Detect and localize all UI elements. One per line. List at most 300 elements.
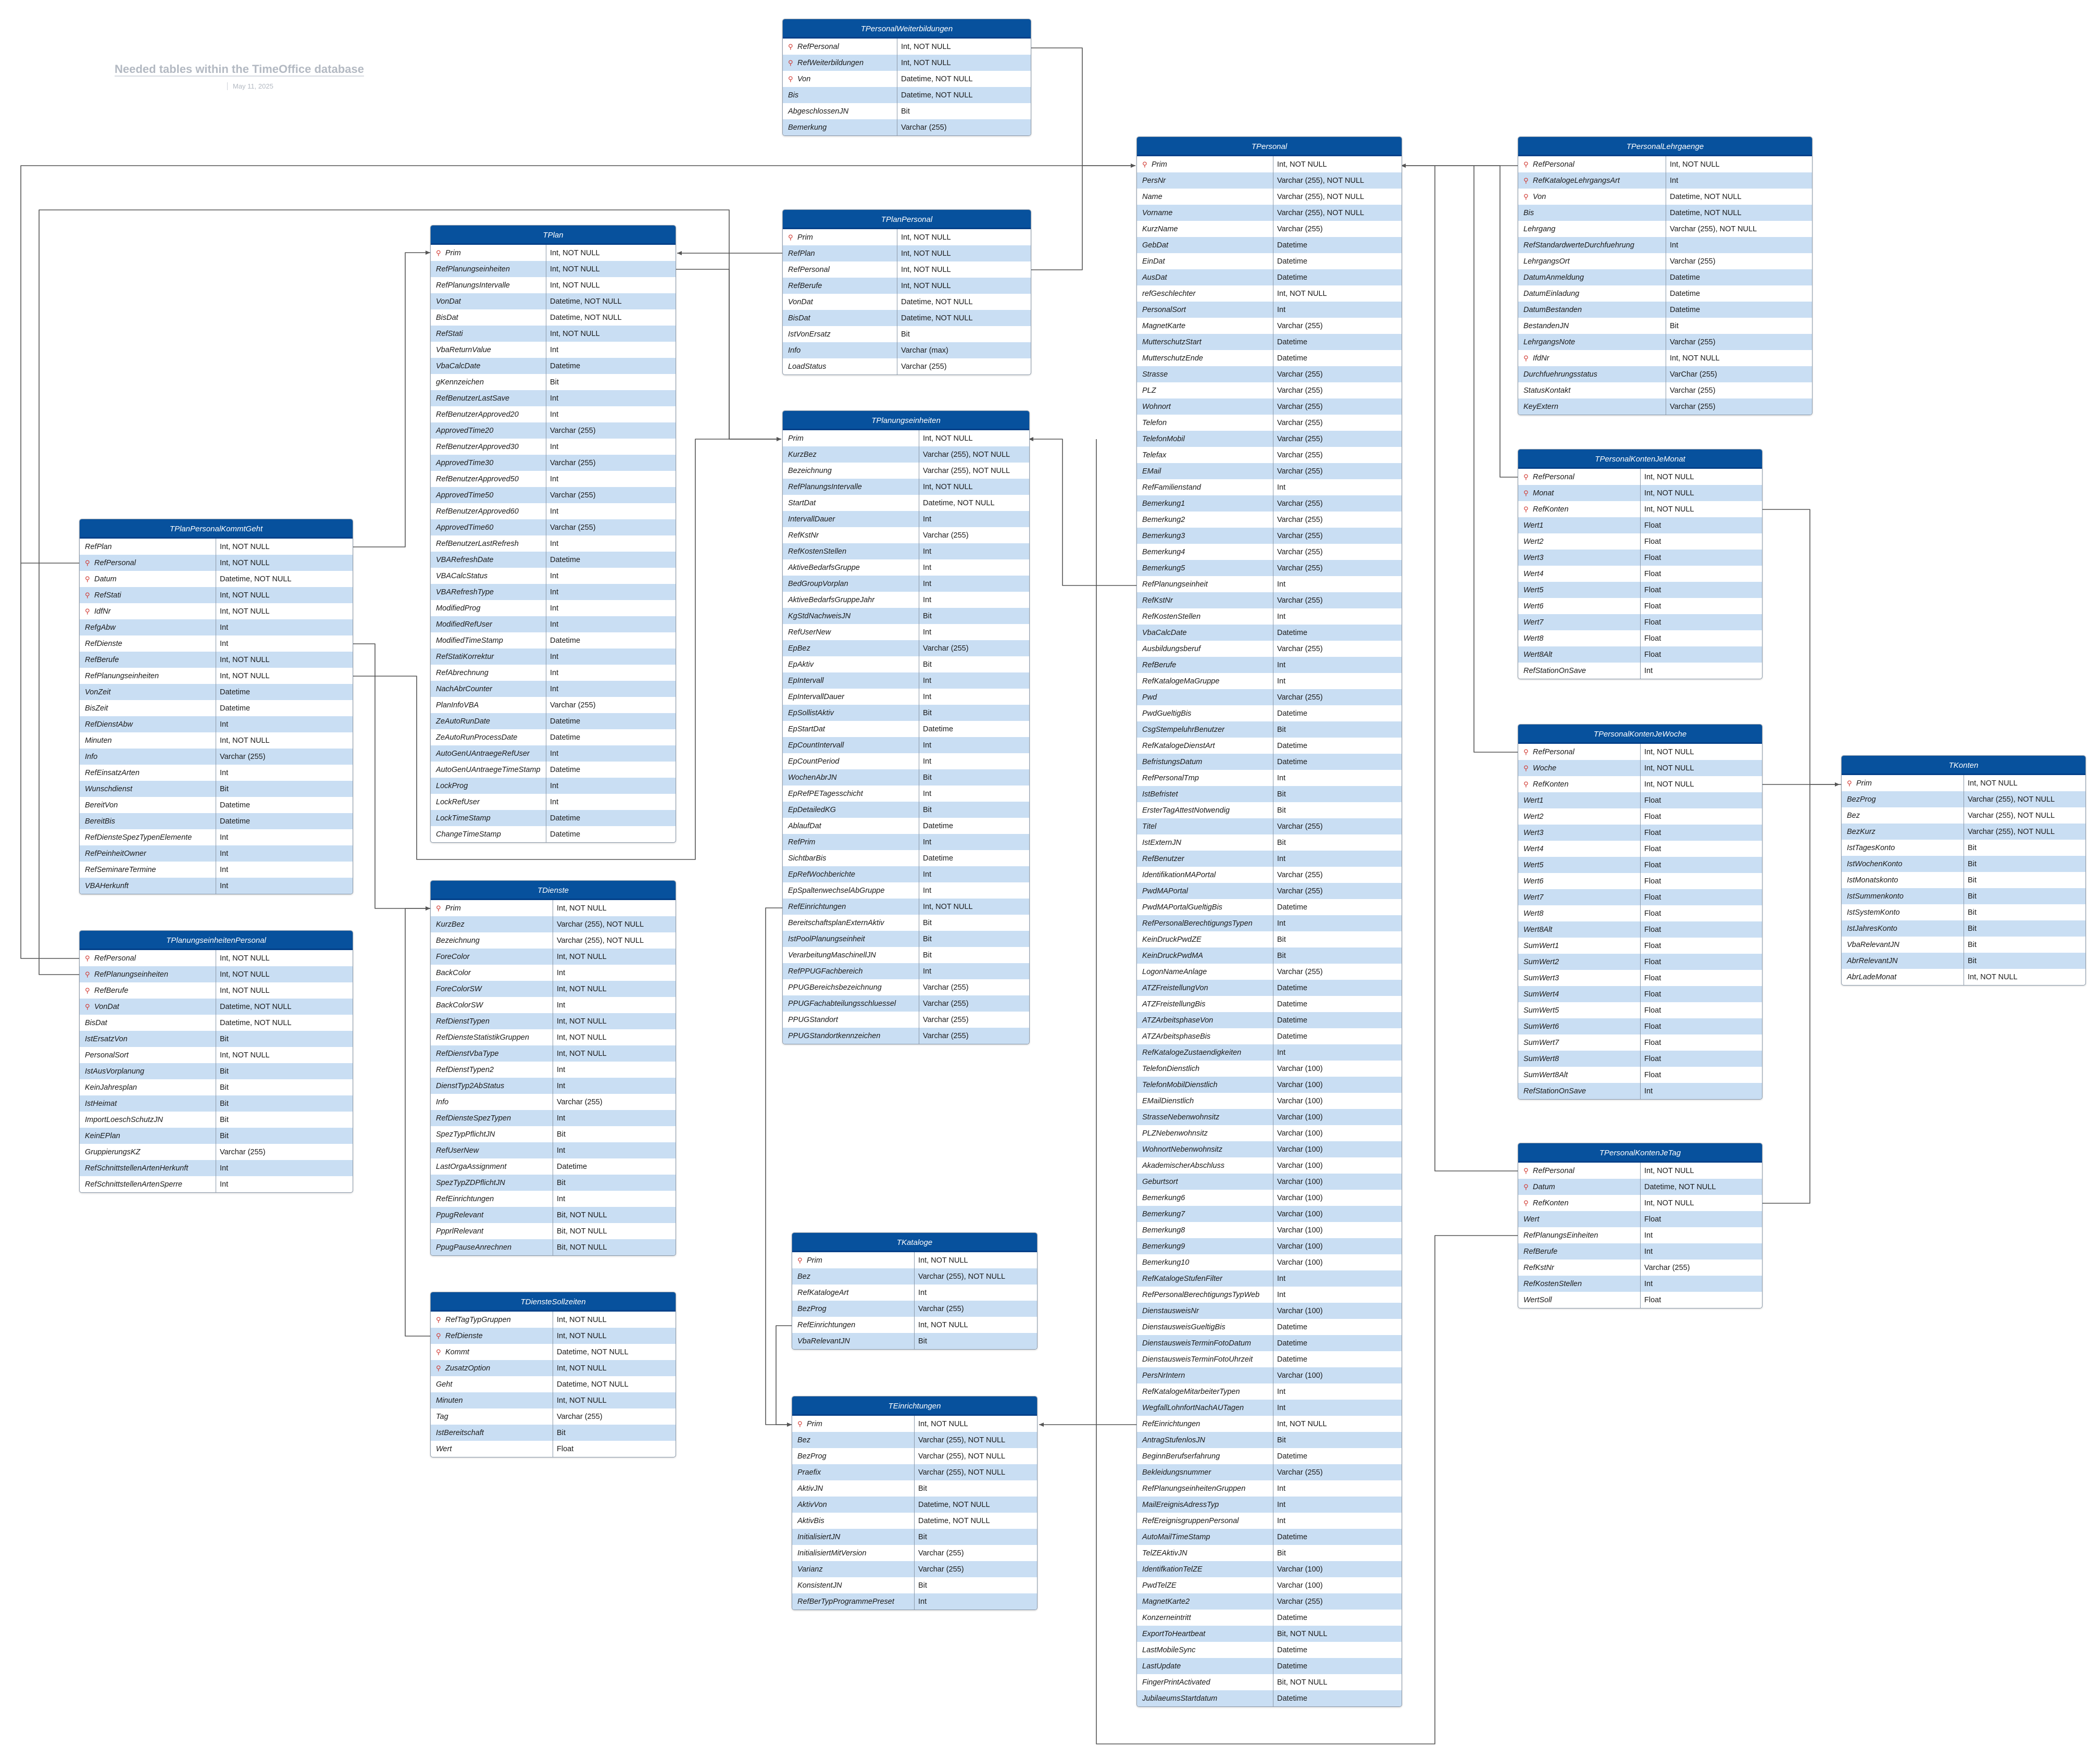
table-row[interactable] xyxy=(80,1128,353,1144)
table-row[interactable] xyxy=(1137,1626,1402,1642)
table-row[interactable] xyxy=(1137,738,1402,754)
table-row[interactable] xyxy=(1518,1083,1762,1099)
table-row[interactable] xyxy=(1137,883,1402,899)
table-row[interactable] xyxy=(80,1079,353,1095)
table-row[interactable] xyxy=(1137,382,1402,398)
table-row[interactable] xyxy=(783,786,1029,802)
table-row[interactable] xyxy=(1518,334,1812,350)
table-row[interactable] xyxy=(1137,1303,1402,1319)
table-row[interactable] xyxy=(783,310,1031,326)
table-row[interactable] xyxy=(1137,786,1402,802)
table-row[interactable] xyxy=(1137,1464,1402,1480)
table-row[interactable] xyxy=(783,769,1029,786)
table-row[interactable] xyxy=(80,829,353,845)
table-TPlanungseinheiten[interactable] xyxy=(782,410,1030,1044)
table-row[interactable] xyxy=(783,245,1031,261)
table-row[interactable] xyxy=(431,1013,676,1029)
table-header[interactable]: TKonten xyxy=(1842,756,2085,775)
table-row[interactable] xyxy=(1518,954,1762,970)
table-header[interactable]: TEinrichtungen xyxy=(792,1397,1037,1416)
table-row[interactable] xyxy=(431,1376,676,1392)
table-row[interactable] xyxy=(1137,1529,1402,1545)
table-header[interactable]: TPersonalWeiterbildungen xyxy=(783,19,1031,39)
table-row[interactable] xyxy=(1137,512,1402,528)
table-row[interactable] xyxy=(1518,172,1812,189)
table-row[interactable] xyxy=(1518,1195,1762,1211)
table-row[interactable] xyxy=(431,1110,676,1126)
table-row[interactable] xyxy=(783,899,1029,915)
table-row[interactable] xyxy=(1518,857,1762,873)
table-row[interactable] xyxy=(783,947,1029,963)
table-row[interactable] xyxy=(1137,1125,1402,1141)
table-row[interactable] xyxy=(792,1577,1037,1593)
table-row[interactable] xyxy=(1518,1067,1762,1083)
table-row[interactable] xyxy=(1137,705,1402,721)
table-row[interactable] xyxy=(783,342,1031,358)
table-row[interactable] xyxy=(1518,938,1762,954)
table-row[interactable] xyxy=(1842,807,2085,824)
table-row[interactable] xyxy=(1842,953,2085,969)
table-row[interactable] xyxy=(1137,1658,1402,1674)
table-row[interactable] xyxy=(783,543,1029,559)
table-row[interactable] xyxy=(431,665,676,681)
table-row[interactable] xyxy=(1518,382,1812,398)
table-row[interactable] xyxy=(1842,775,2085,791)
table-row[interactable] xyxy=(792,1317,1037,1333)
table-row[interactable] xyxy=(80,878,353,894)
table-row[interactable] xyxy=(1842,888,2085,904)
table-row[interactable] xyxy=(783,326,1031,342)
table-row[interactable] xyxy=(783,479,1029,495)
table-row[interactable] xyxy=(80,1144,353,1160)
table-row[interactable] xyxy=(431,649,676,665)
table-row[interactable] xyxy=(431,713,676,729)
table-row[interactable] xyxy=(783,1028,1029,1044)
table-row[interactable] xyxy=(1137,1513,1402,1529)
table-row[interactable] xyxy=(80,539,353,555)
table-row[interactable] xyxy=(1518,1034,1762,1051)
table-row[interactable] xyxy=(1137,1319,1402,1335)
table-row[interactable] xyxy=(783,640,1029,656)
table-row[interactable] xyxy=(783,818,1029,834)
table-row[interactable] xyxy=(1137,1577,1402,1593)
table-row[interactable] xyxy=(783,608,1029,624)
table-row[interactable] xyxy=(431,616,676,632)
table-row[interactable] xyxy=(1842,872,2085,888)
table-row[interactable] xyxy=(783,294,1031,310)
table-row[interactable] xyxy=(1518,792,1762,808)
table-row[interactable] xyxy=(80,716,353,732)
table-row[interactable] xyxy=(1137,1416,1402,1432)
table-row[interactable] xyxy=(431,1328,676,1344)
table-row[interactable] xyxy=(80,950,353,966)
table-row[interactable] xyxy=(1842,856,2085,872)
table-row[interactable] xyxy=(431,1158,676,1175)
table-row[interactable] xyxy=(431,342,676,358)
table-row[interactable] xyxy=(1518,1260,1762,1276)
table-row[interactable] xyxy=(80,966,353,982)
table-row[interactable] xyxy=(1137,1012,1402,1028)
table-row[interactable] xyxy=(783,527,1029,543)
table-row[interactable] xyxy=(80,555,353,571)
table-TPersonalKontenJeMonat[interactable] xyxy=(1518,449,1763,679)
table-row[interactable] xyxy=(80,1047,353,1063)
table-row[interactable] xyxy=(431,358,676,374)
table-row[interactable] xyxy=(431,600,676,616)
table-row[interactable] xyxy=(1137,1174,1402,1190)
table-row[interactable] xyxy=(80,1063,353,1079)
table-row[interactable] xyxy=(431,997,676,1013)
table-row[interactable] xyxy=(1137,1561,1402,1577)
table-row[interactable] xyxy=(1137,1109,1402,1125)
table-row[interactable] xyxy=(80,813,353,829)
table-header[interactable]: TPlanPersonalKommtGeht xyxy=(80,519,353,539)
table-row[interactable] xyxy=(1842,969,2085,985)
table-row[interactable] xyxy=(431,916,676,932)
table-row[interactable] xyxy=(783,705,1029,721)
table-row[interactable] xyxy=(1518,156,1812,172)
table-row[interactable] xyxy=(431,519,676,535)
table-row[interactable] xyxy=(80,1160,353,1176)
table-row[interactable] xyxy=(1137,1190,1402,1206)
table-row[interactable] xyxy=(1518,285,1812,302)
table-row[interactable] xyxy=(1137,447,1402,463)
table-row[interactable] xyxy=(1137,1028,1402,1044)
table-row[interactable] xyxy=(783,71,1031,87)
table-row[interactable] xyxy=(431,965,676,981)
table-row[interactable] xyxy=(1137,1206,1402,1222)
table-row[interactable] xyxy=(792,1513,1037,1529)
table-row[interactable] xyxy=(1137,1077,1402,1093)
table-row[interactable] xyxy=(1137,818,1402,834)
table-row[interactable] xyxy=(783,559,1029,576)
table-row[interactable] xyxy=(431,374,676,390)
table-row[interactable] xyxy=(783,576,1029,592)
table-row[interactable] xyxy=(1137,253,1402,269)
table-row[interactable] xyxy=(1137,479,1402,495)
table-row[interactable] xyxy=(1137,1383,1402,1400)
table-row[interactable] xyxy=(431,1441,676,1457)
table-row[interactable] xyxy=(1137,1093,1402,1109)
table-row[interactable] xyxy=(1518,646,1762,663)
table-TPersonal[interactable] xyxy=(1136,136,1402,1707)
table-TDienste[interactable] xyxy=(430,880,676,1256)
table-row[interactable] xyxy=(1518,253,1812,269)
table-row[interactable] xyxy=(1137,576,1402,592)
table-row[interactable] xyxy=(431,745,676,762)
table-row[interactable] xyxy=(1137,770,1402,786)
table-header[interactable]: TPlanungseinheiten xyxy=(783,411,1029,430)
table-row[interactable] xyxy=(1137,172,1402,189)
table-row[interactable] xyxy=(80,668,353,684)
table-row[interactable] xyxy=(1518,517,1762,533)
table-row[interactable] xyxy=(1137,834,1402,851)
table-row[interactable] xyxy=(1137,431,1402,447)
table-row[interactable] xyxy=(1137,318,1402,334)
table-row[interactable] xyxy=(783,278,1031,294)
table-row[interactable] xyxy=(1137,1400,1402,1416)
table-row[interactable] xyxy=(792,1545,1037,1561)
table-row[interactable] xyxy=(783,592,1029,608)
table-row[interactable] xyxy=(1137,673,1402,689)
table-row[interactable] xyxy=(80,700,353,716)
table-row[interactable] xyxy=(431,932,676,949)
table-row[interactable] xyxy=(1137,964,1402,980)
table-row[interactable] xyxy=(783,495,1029,511)
table-TPersonalKontenJeTag[interactable] xyxy=(1518,1143,1763,1308)
table-row[interactable] xyxy=(80,1176,353,1192)
table-row[interactable] xyxy=(1518,350,1812,366)
table-row[interactable] xyxy=(80,1031,353,1047)
table-row[interactable] xyxy=(1518,970,1762,986)
table-row[interactable] xyxy=(1137,867,1402,883)
table-row[interactable] xyxy=(431,810,676,826)
table-row[interactable] xyxy=(1137,415,1402,431)
table-row[interactable] xyxy=(80,982,353,999)
table-row[interactable] xyxy=(1518,614,1762,630)
table-row[interactable] xyxy=(80,652,353,668)
table-row[interactable] xyxy=(1137,1690,1402,1706)
table-row[interactable] xyxy=(783,931,1029,947)
table-TPlanPersonalKommtGeht[interactable] xyxy=(79,519,353,894)
table-row[interactable] xyxy=(1842,791,2085,807)
table-row[interactable] xyxy=(1137,560,1402,576)
table-row[interactable] xyxy=(1137,302,1402,318)
table-row[interactable] xyxy=(80,635,353,652)
table-row[interactable] xyxy=(431,487,676,503)
table-row[interactable] xyxy=(1137,366,1402,382)
table-row[interactable] xyxy=(1518,808,1762,825)
table-row[interactable] xyxy=(1137,156,1402,172)
table-row[interactable] xyxy=(1518,776,1762,792)
table-row[interactable] xyxy=(431,1142,676,1158)
table-row[interactable] xyxy=(792,1268,1037,1285)
table-row[interactable] xyxy=(1137,1254,1402,1270)
table-row[interactable] xyxy=(431,503,676,519)
table-row[interactable] xyxy=(1518,269,1812,285)
table-row[interactable] xyxy=(783,229,1031,245)
table-row[interactable] xyxy=(431,406,676,422)
table-header[interactable]: TPersonal xyxy=(1137,137,1402,156)
table-row[interactable] xyxy=(783,979,1029,995)
table-row[interactable] xyxy=(80,749,353,765)
table-row[interactable] xyxy=(792,1252,1037,1268)
table-row[interactable] xyxy=(431,584,676,600)
table-row[interactable] xyxy=(431,1062,676,1078)
table-row[interactable] xyxy=(792,1448,1037,1464)
table-row[interactable] xyxy=(431,439,676,455)
table-row[interactable] xyxy=(1137,1141,1402,1157)
table-row[interactable] xyxy=(1518,1163,1762,1179)
table-row[interactable] xyxy=(1518,1179,1762,1195)
table-row[interactable] xyxy=(783,358,1031,375)
table-row[interactable] xyxy=(783,995,1029,1012)
table-row[interactable] xyxy=(792,1561,1037,1577)
table-row[interactable] xyxy=(1137,1367,1402,1383)
table-row[interactable] xyxy=(1137,398,1402,415)
table-row[interactable] xyxy=(431,309,676,326)
table-row[interactable] xyxy=(1137,1270,1402,1287)
table-row[interactable] xyxy=(1518,630,1762,646)
table-row[interactable] xyxy=(80,1112,353,1128)
table-row[interactable] xyxy=(80,603,353,619)
table-row[interactable] xyxy=(1842,904,2085,920)
table-row[interactable] xyxy=(1518,873,1762,889)
table-row[interactable] xyxy=(1518,501,1762,517)
table-row[interactable] xyxy=(783,55,1031,71)
table-row[interactable] xyxy=(431,632,676,649)
table-row[interactable] xyxy=(1518,221,1812,237)
table-row[interactable] xyxy=(1137,1222,1402,1238)
table-row[interactable] xyxy=(431,1126,676,1142)
table-row[interactable] xyxy=(783,737,1029,753)
table-row[interactable] xyxy=(1137,657,1402,673)
table-row[interactable] xyxy=(431,277,676,293)
table-TDiensteSollzeiten[interactable] xyxy=(430,1292,676,1457)
table-TEinrichtungen[interactable] xyxy=(792,1396,1038,1610)
table-row[interactable] xyxy=(783,39,1031,55)
table-header[interactable]: TPersonalLehrgaenge xyxy=(1518,137,1812,156)
table-row[interactable] xyxy=(1137,1287,1402,1303)
table-TPersonalLehrgaenge[interactable] xyxy=(1518,136,1813,415)
table-row[interactable] xyxy=(1518,550,1762,566)
table-header[interactable]: TPlan xyxy=(431,226,676,245)
table-row[interactable] xyxy=(431,1312,676,1328)
table-row[interactable] xyxy=(1137,931,1402,947)
table-row[interactable] xyxy=(1137,350,1402,366)
table-row[interactable] xyxy=(1518,825,1762,841)
table-row[interactable] xyxy=(1518,760,1762,776)
table-row[interactable] xyxy=(1518,889,1762,905)
table-row[interactable] xyxy=(1842,824,2085,840)
table-row[interactable] xyxy=(431,900,676,916)
table-row[interactable] xyxy=(431,552,676,568)
table-row[interactable] xyxy=(1842,920,2085,937)
table-row[interactable] xyxy=(792,1432,1037,1448)
table-row[interactable] xyxy=(783,753,1029,769)
table-row[interactable] xyxy=(1518,582,1762,598)
table-row[interactable] xyxy=(783,963,1029,979)
table-row[interactable] xyxy=(431,326,676,342)
table-row[interactable] xyxy=(783,261,1031,278)
table-row[interactable] xyxy=(783,802,1029,818)
table-row[interactable] xyxy=(1518,1227,1762,1243)
table-row[interactable] xyxy=(1137,754,1402,770)
table-row[interactable] xyxy=(431,422,676,439)
table-row[interactable] xyxy=(431,1094,676,1110)
table-row[interactable] xyxy=(1137,689,1402,705)
table-row[interactable] xyxy=(1518,1051,1762,1067)
table-row[interactable] xyxy=(431,1408,676,1425)
table-row[interactable] xyxy=(1518,318,1812,334)
table-row[interactable] xyxy=(1137,592,1402,608)
table-row[interactable] xyxy=(783,882,1029,899)
table-row[interactable] xyxy=(1518,302,1812,318)
table-row[interactable] xyxy=(1137,221,1402,237)
table-row[interactable] xyxy=(80,765,353,781)
table-TPersonalWeiterbildungen[interactable] xyxy=(782,19,1031,136)
table-row[interactable] xyxy=(1518,205,1812,221)
table-row[interactable] xyxy=(1137,899,1402,915)
table-row[interactable] xyxy=(1842,937,2085,953)
table-row[interactable] xyxy=(1518,663,1762,679)
table-row[interactable] xyxy=(1137,980,1402,996)
table-header[interactable]: TPlanungseinheitenPersonal xyxy=(80,931,353,950)
table-row[interactable] xyxy=(1518,1292,1762,1308)
table-row[interactable] xyxy=(1137,641,1402,657)
table-row[interactable] xyxy=(1518,744,1762,760)
table-row[interactable] xyxy=(431,1392,676,1408)
table-row[interactable] xyxy=(431,1239,676,1255)
table-row[interactable] xyxy=(783,915,1029,931)
table-row[interactable] xyxy=(1518,398,1812,415)
table-row[interactable] xyxy=(1518,485,1762,501)
table-row[interactable] xyxy=(80,587,353,603)
table-row[interactable] xyxy=(783,87,1031,103)
table-row[interactable] xyxy=(431,1207,676,1223)
table-row[interactable] xyxy=(1518,841,1762,857)
table-row[interactable] xyxy=(1137,947,1402,964)
table-row[interactable] xyxy=(80,781,353,797)
table-row[interactable] xyxy=(431,1078,676,1094)
table-row[interactable] xyxy=(1137,495,1402,512)
table-header[interactable]: TDiensteSollzeiten xyxy=(431,1292,676,1312)
table-TKataloge[interactable] xyxy=(792,1232,1038,1350)
table-row[interactable] xyxy=(431,681,676,697)
table-row[interactable] xyxy=(1137,1674,1402,1690)
table-row[interactable] xyxy=(1137,1044,1402,1061)
table-row[interactable] xyxy=(431,1360,676,1376)
table-row[interactable] xyxy=(1137,996,1402,1012)
table-row[interactable] xyxy=(1518,1243,1762,1260)
table-row[interactable] xyxy=(1137,1238,1402,1254)
table-row[interactable] xyxy=(1518,533,1762,550)
table-row[interactable] xyxy=(1842,840,2085,856)
table-row[interactable] xyxy=(792,1333,1037,1349)
table-row[interactable] xyxy=(1137,1480,1402,1497)
table-row[interactable] xyxy=(783,672,1029,689)
table-row[interactable] xyxy=(1137,1497,1402,1513)
table-row[interactable] xyxy=(80,619,353,635)
table-row[interactable] xyxy=(792,1480,1037,1497)
table-row[interactable] xyxy=(431,1045,676,1062)
table-row[interactable] xyxy=(80,732,353,749)
table-row[interactable] xyxy=(792,1416,1037,1432)
table-row[interactable] xyxy=(80,571,353,587)
table-row[interactable] xyxy=(431,261,676,277)
table-row[interactable] xyxy=(783,511,1029,527)
table-row[interactable] xyxy=(1518,986,1762,1002)
table-row[interactable] xyxy=(1137,205,1402,221)
table-row[interactable] xyxy=(80,684,353,700)
table-row[interactable] xyxy=(1137,334,1402,350)
table-row[interactable] xyxy=(1137,1448,1402,1464)
table-row[interactable] xyxy=(783,721,1029,737)
table-row[interactable] xyxy=(431,826,676,842)
table-row[interactable] xyxy=(792,1301,1037,1317)
table-row[interactable] xyxy=(792,1497,1037,1513)
table-row[interactable] xyxy=(783,850,1029,866)
table-row[interactable] xyxy=(1137,625,1402,641)
table-row[interactable] xyxy=(1518,921,1762,938)
table-row[interactable] xyxy=(431,697,676,713)
table-row[interactable] xyxy=(1137,721,1402,738)
table-row[interactable] xyxy=(783,463,1029,479)
table-row[interactable] xyxy=(431,1175,676,1191)
table-row[interactable] xyxy=(1137,189,1402,205)
table-row[interactable] xyxy=(431,762,676,778)
table-row[interactable] xyxy=(1518,598,1762,614)
